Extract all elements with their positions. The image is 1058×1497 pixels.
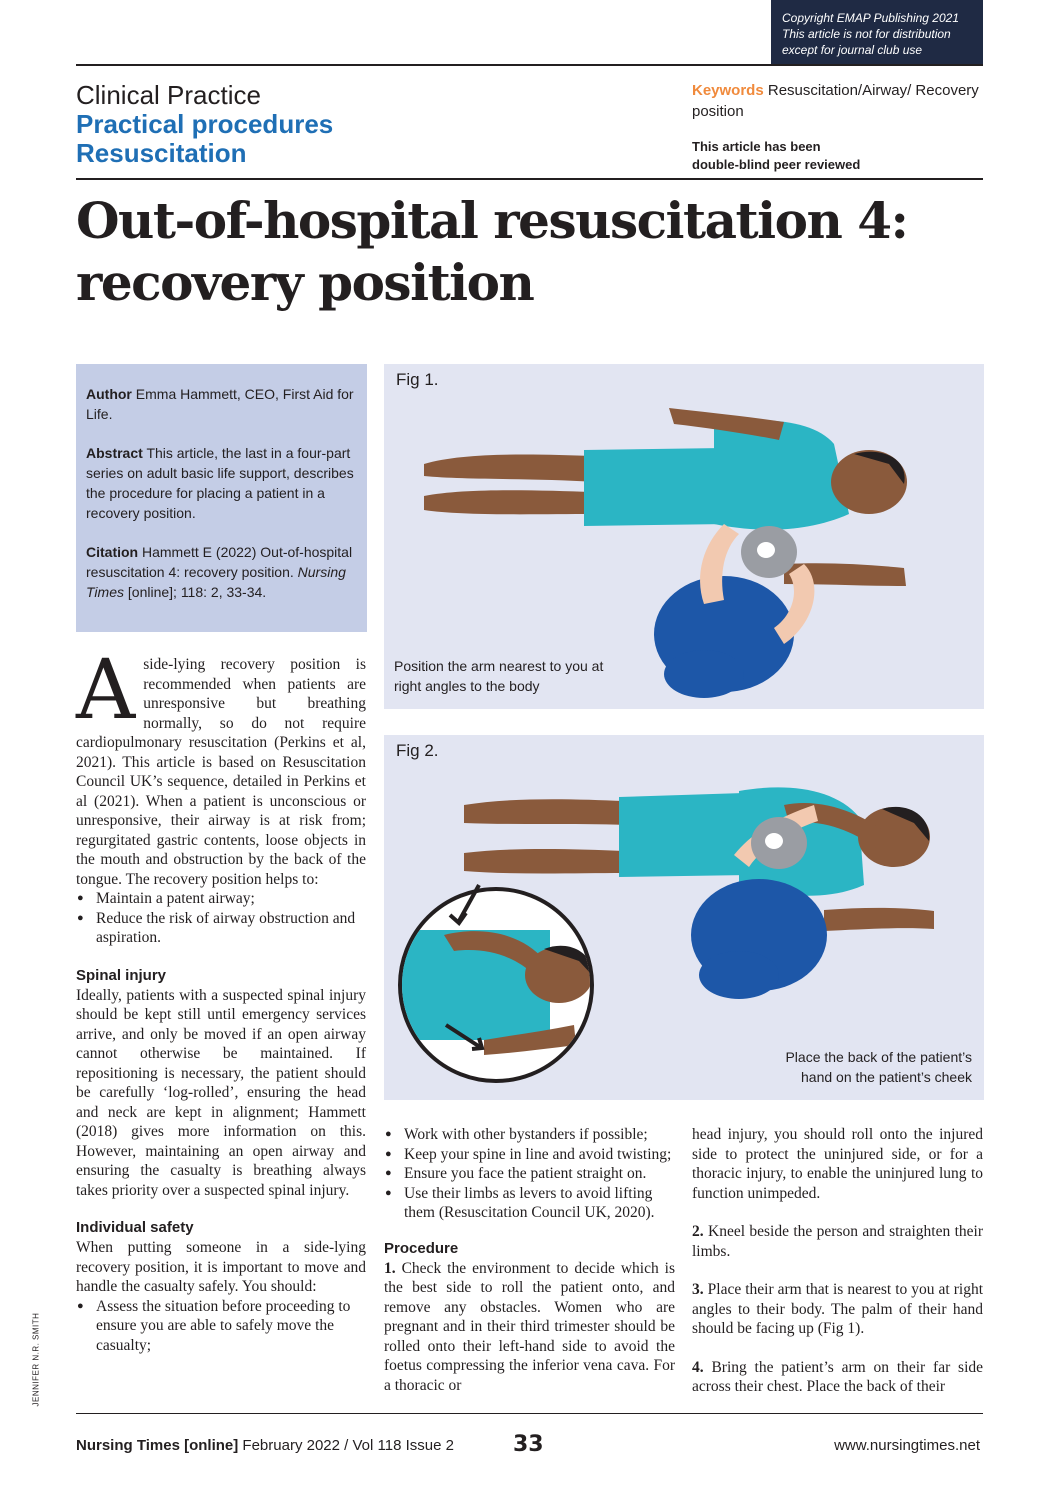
heading-procedure: Procedure <box>384 1239 459 1257</box>
citation-info <box>86 542 357 602</box>
section-clinical-practice: Clinical Practice <box>76 80 261 110</box>
title-line: recovery position <box>76 253 534 312</box>
footer-journal-info <box>76 1437 454 1454</box>
intro-paragraph <box>76 643 366 889</box>
step-number: 2. <box>692 1223 704 1240</box>
keywords-text: Resuscitation/Airway/ Recovery position <box>692 82 979 120</box>
citation-journal: Nursing Times <box>86 564 346 600</box>
peer-review-note <box>692 138 982 174</box>
column-3 <box>692 1125 983 1397</box>
copyright-line: Copyright EMAP Publishing 2021 <box>782 11 959 25</box>
figure-2-label: Fig 2. <box>396 741 439 760</box>
figure-2-caption-line: Place the back of the patient’s <box>785 1049 972 1065</box>
drop-cap: A <box>76 643 136 738</box>
heading-spinal-injury: Spinal injury <box>76 966 167 984</box>
section-resuscitation: Resuscitation <box>76 138 247 168</box>
copyright-notice <box>771 0 983 64</box>
keywords-label: Keywords <box>692 82 764 99</box>
list-item: ● Keep your spine in line and avoid twisting; <box>384 1145 675 1165</box>
abstract-box <box>76 364 367 632</box>
abstract-info <box>86 443 357 523</box>
citation-label: Citation <box>86 544 139 560</box>
intro-text: side-lying recovery position is recommended when patients are unresponsive but breathing normally, so do not require cardiopulmonary resuscitation (Perkins et al, 2021). This article is based on Resuscitation Council UK’s sequence, detailed in Perkins et al (2021). When a patient is unconscious or unresponsive, their airway is at risk from; regurgitated gastric contents, loose objects in the mouth and obstruction by the back of the tongue. The recovery position helps to: <box>76 656 366 888</box>
footer-rule <box>76 1413 983 1414</box>
copyright-line: except for journal club use <box>782 43 923 57</box>
peer-review-line: This article has been <box>692 139 821 154</box>
step-text: Kneel beside the person and straighten their limbs. <box>692 1223 983 1260</box>
list-item: ● Reduce the risk of airway obstruction and aspiration. <box>76 909 366 948</box>
step-text: Bring the patient’s arm on their far side across their chest. Place the back of their <box>692 1358 984 1395</box>
figure-2 <box>384 735 984 1100</box>
step-2 <box>692 1222 983 1261</box>
illustrator-credit-text: JENNIFER N.R. SMITH <box>31 1312 41 1407</box>
keywords <box>692 80 982 122</box>
copyright-line: This article is not for distribution <box>782 27 951 41</box>
section-practical-procedures: Practical procedures <box>76 109 334 139</box>
step-1-continued: head injury, you should roll onto the injured side to protect the uninjured side, or for a thoracic injury, to enable the uninjured lung to function unimpeded. <box>692 1126 983 1202</box>
column-1 <box>76 643 366 1355</box>
safety-bullet-list <box>76 1297 366 1356</box>
step-number: 3. <box>692 1281 704 1298</box>
abstract-label: Abstract <box>86 445 143 461</box>
safety-paragraph: When putting someone in a side-lying recovery position, it is important to move and handle the casualty safely. You should: <box>76 1239 366 1295</box>
figure-2-caption <box>785 1047 972 1087</box>
abstract-text: This article, the last in a four-part series on adult basic life support, describes the procedure for placing a patient in a recovery position. <box>86 445 354 521</box>
author-text: Emma Hammett, CEO, First Aid for Life. <box>86 386 354 422</box>
title-line: Out-of-hospital resuscitation 4: <box>76 191 908 250</box>
step-1 <box>384 1259 675 1396</box>
safety-bullet-list-continued <box>384 1125 675 1223</box>
header-bottom-rule <box>76 178 983 180</box>
page-number: 33 <box>513 1432 544 1457</box>
footer-journal-name: Nursing Times [online] <box>76 1437 239 1454</box>
column-2 <box>384 1125 675 1395</box>
footer-issue: February 2022 / Vol 118 Issue 2 <box>242 1437 454 1454</box>
spinal-paragraph: Ideally, patients with a suspected spinal injury should be kept still until emergency services arrive, and only be moved if an open airway cannot otherwise be maintained. If repositioning is necessary, the patient should be carefully ‘log-rolled’, ensuring the head and neck are kept in alignment; Hammett (2018) gives more information on this. However, maintaining an open airway and ensuring the casualty is breathing always takes priority over a suspected spinal injury. <box>76 986 366 1199</box>
footer-website: www.nursingtimes.net <box>834 1437 980 1454</box>
header-top-rule <box>76 64 983 66</box>
peer-review-line: double-blind peer reviewed <box>692 157 861 172</box>
figure-1-caption: Position the arm nearest to you at right angles to the body <box>394 658 604 694</box>
step-4 <box>692 1358 983 1397</box>
author-info <box>86 384 357 424</box>
list-item: ● Maintain a patent airway; <box>76 889 366 909</box>
figure-2-caption-line: hand on the patient’s cheek <box>801 1069 972 1085</box>
figure-2-illustration <box>384 735 984 1100</box>
step-3 <box>692 1280 983 1339</box>
article-title <box>76 190 976 314</box>
author-label: Author <box>86 386 132 402</box>
step-text: Check the environment to decide which is the best side to roll the patient onto, and remove any obstacles. Women who are pregnant and in their third trimester should be rolled onto their left-hand side to avoid the foetus compressing the inferior vena cava. For a thoracic or <box>384 1259 675 1394</box>
figure-1 <box>384 364 984 709</box>
intro-bullet-list <box>76 889 366 948</box>
step-number: 1. <box>384 1259 396 1277</box>
step-text: Place their arm that is nearest to you at right angles to their body. The palm of their hand should be facing up (Fig 1). <box>692 1281 984 1337</box>
heading-individual-safety: Individual safety <box>76 1219 194 1236</box>
citation-details: [online]; 118: 2, 33-34. <box>127 584 267 600</box>
step-number: 4. <box>692 1358 704 1376</box>
list-item: ● Ensure you face the patient straight on. <box>384 1164 675 1184</box>
list-item: ● Work with other bystanders if possible; <box>384 1125 675 1145</box>
list-item: ● Use their limbs as levers to avoid lifting them (Resuscitation Council UK, 2020). <box>384 1184 675 1223</box>
list-item: ● Assess the situation before proceeding to ensure you are able to safely move the casualty; <box>76 1297 366 1356</box>
figure-1-label: Fig 1. <box>396 370 439 389</box>
illustrator-credit <box>30 1310 42 1410</box>
citation-text: Hammett E (2022) Out-of-hospital resuscitation 4: recovery position. <box>86 544 353 580</box>
